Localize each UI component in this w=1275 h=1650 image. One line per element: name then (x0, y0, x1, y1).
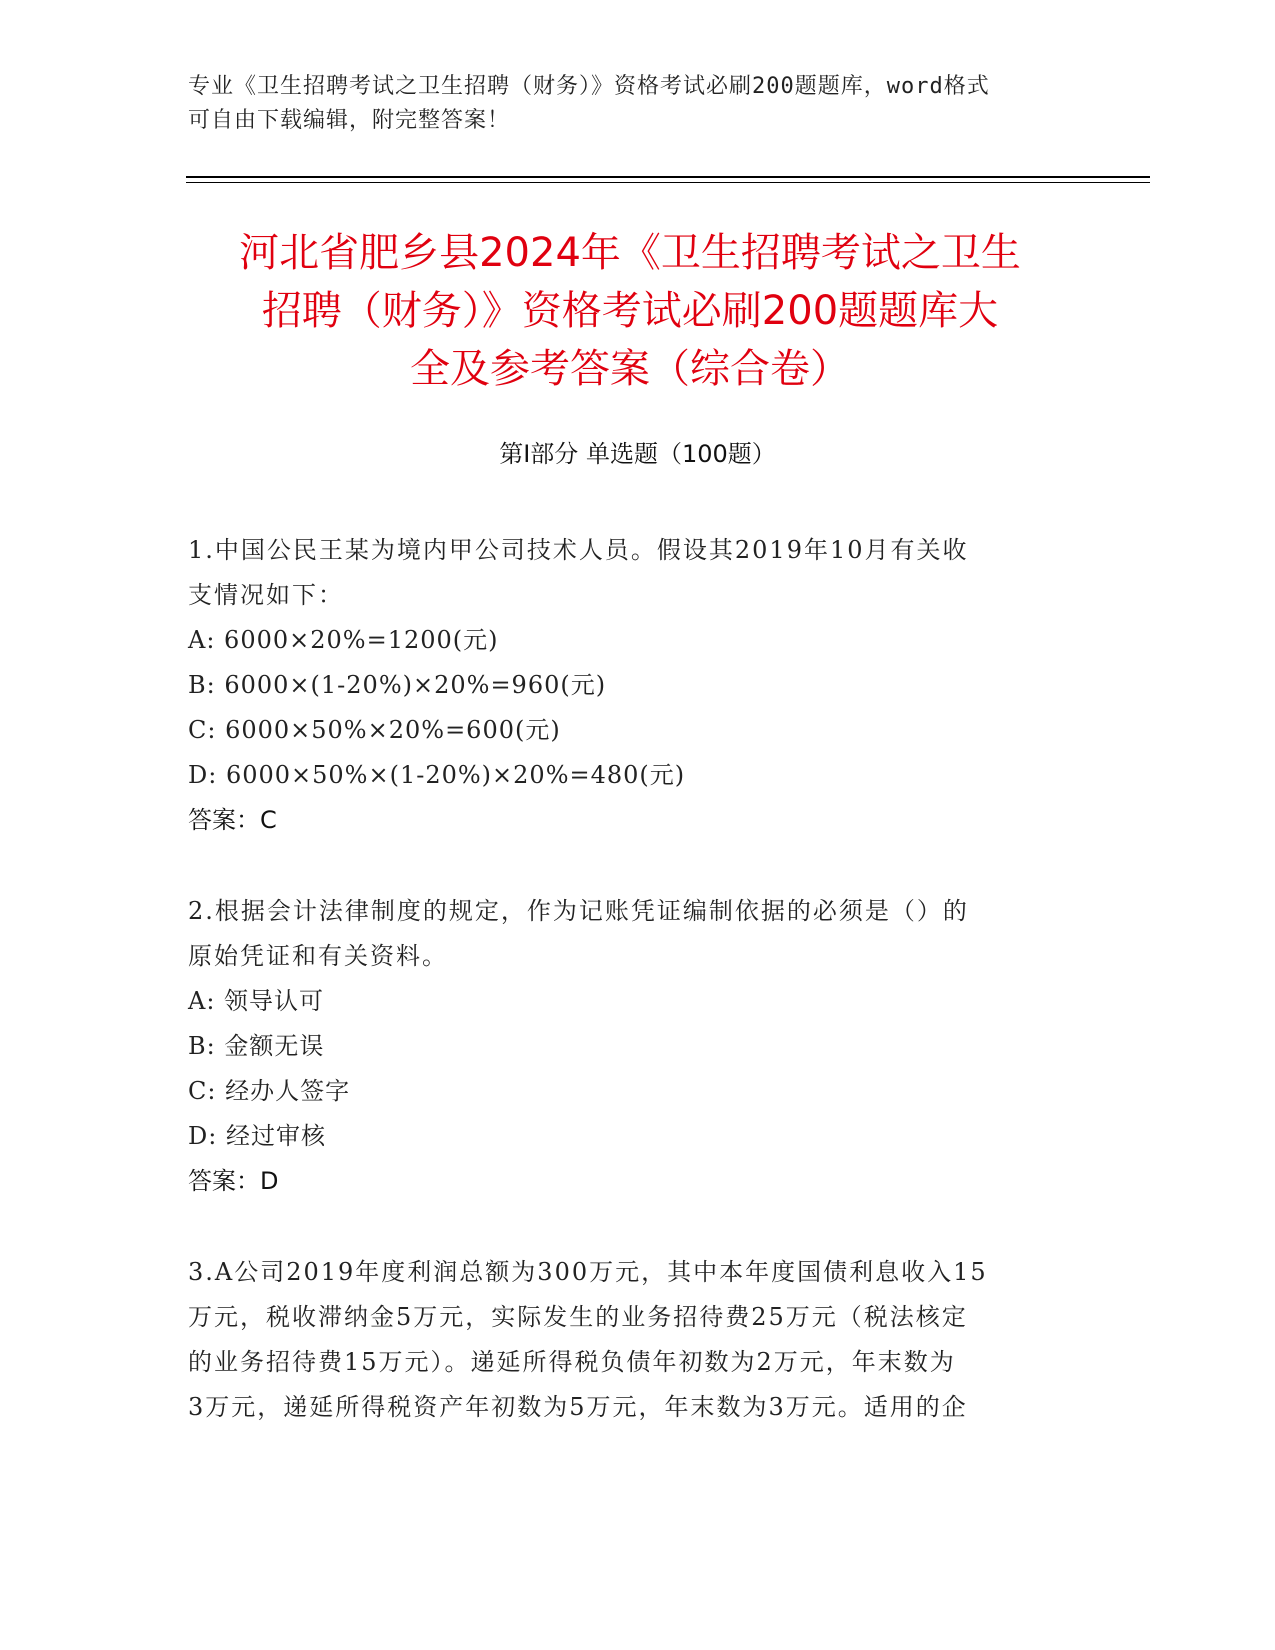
question-2-option-b: B: 金额无误 (188, 1032, 325, 1060)
question-3 (188, 1250, 1088, 1430)
question-1-option-b: B: 6000×(1-20%)×20%=960(元) (188, 671, 607, 699)
section-heading: 第Ⅰ部分 单选题（100题） (499, 440, 776, 468)
question-3-stem-line-2: 万元，税收滞纳金5万元，实际发生的业务招待费25万元（税法核定 (188, 1303, 968, 1331)
header-divider-thick (186, 176, 1150, 178)
question-2-answer: 答案：D (188, 1167, 279, 1195)
question-2-stem-line-1: 2.根据会计法律制度的规定，作为记账凭证编制依据的必须是（）的 (188, 897, 969, 925)
title-line-1: 河北省肥乡县2024年《卫生招聘考试之卫生 (239, 230, 1021, 276)
question-3-stem-line-3: 的业务招待费15万元）。递延所得税负债年初数为2万元，年末数为 (188, 1348, 956, 1376)
question-1-answer: 答案：C (188, 806, 277, 834)
question-3-stem-line-1: 3.A公司2019年度利润总额为300万元，其中本年度国债利息收入15 (188, 1258, 988, 1286)
question-list (188, 528, 1088, 1476)
question-2-option-d: D: 经过审核 (188, 1122, 326, 1150)
question-1-stem-line-1: 1.中国公民王某为境内甲公司技术人员。假设其2019年10月有关收 (188, 536, 969, 564)
question-2 (188, 889, 1088, 1204)
question-1-option-d: D: 6000×50%×(1-20%)×20%=480(元) (188, 761, 686, 789)
title-line-2: 招聘（财务）》资格考试必刷200题题库大 (261, 288, 999, 334)
question-2-option-a: A: 领导认可 (188, 987, 325, 1015)
question-2-option-c: C: 经办人签字 (188, 1077, 351, 1105)
intro-line-2: 可自由下载编辑，附完整答案！ (188, 108, 511, 133)
title-line-3: 全及参考答案（综合卷） (410, 346, 850, 392)
document-title (180, 224, 1080, 398)
question-1-option-a: A: 6000×20%=1200(元) (188, 626, 499, 654)
question-1 (188, 528, 1088, 843)
intro-text (188, 70, 1068, 138)
question-2-stem-line-2: 原始凭证和有关资料。 (188, 942, 448, 970)
question-3-stem-line-4: 3万元，递延所得税资产年初数为5万元，年末数为3万元。适用的企 (188, 1393, 968, 1421)
header-divider-thin (186, 182, 1150, 183)
question-1-option-c: C: 6000×50%×20%=600(元) (188, 716, 561, 744)
question-1-stem-line-2: 支情况如下： (188, 581, 344, 609)
intro-line-1: 专业《卫生招聘考试之卫生招聘（财务）》资格考试必刷200题题库，word格式 (188, 74, 990, 99)
